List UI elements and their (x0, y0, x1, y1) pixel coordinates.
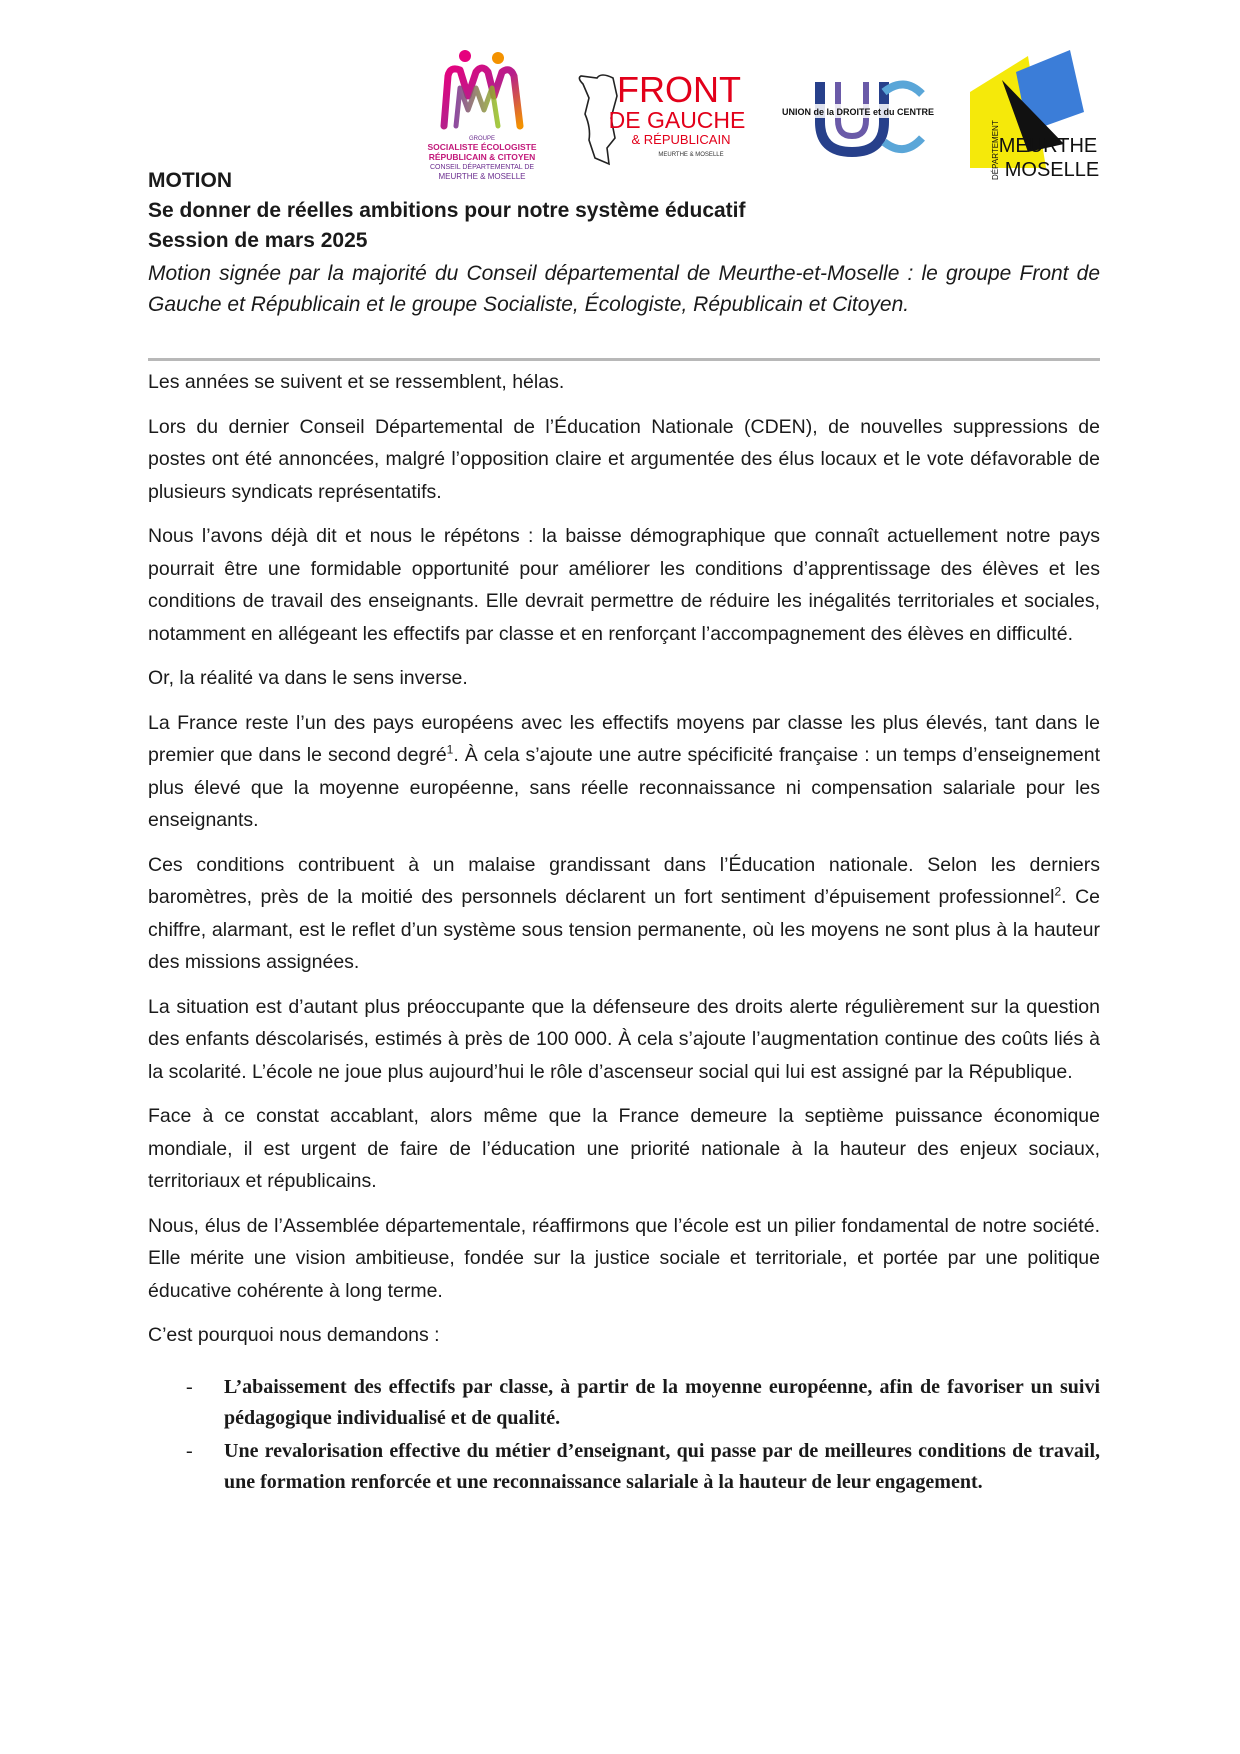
demand-text: Une revalorisation effective du métier d’enseignant, qui passe par de meilleures conditions de travail, une formation renforcée et une reconnaissance salariale à la hauteur de leur engagement. (224, 1439, 1100, 1493)
paragraph: Les années se suivent et se ressemblent, hélas. (148, 371, 565, 393)
fg-logo-line3: & RÉPUBLICAIN (631, 132, 731, 147)
paragraph-text: Ces conditions contribuent à un malaise grandissant dans l’Éducation nationale. Selon les derniers baromètres, près de la moitié des personnels déclarent un fort sentiment d’épuisement professionnel (148, 853, 1100, 908)
footnote-ref[interactable]: 1 (446, 742, 454, 757)
paragraph: Nous l’avons déjà dit et nous le répétons : la baisse démographique que connaît actuellement notre pays pourrait être une formidable opportunité pour améliorer les conditions d’apprentissage des élèves et les conditions de travail des enseignants. Elle devrait permettre de réduire les inégalités territoriales et sociales, notamment en allégeant les effectifs par classe et en renforçant l’accompagnement des élèves en difficulté. (148, 525, 1100, 645)
paragraph: Lors du dernier Conseil Départemental de l’Éducation Nationale (CDEN), de nouvelles suppressions de postes ont été annoncées, malgré l’opposition claire et argumentée des élus locaux et le vote défavorable de plusieurs syndicats représentatifs. (148, 415, 1100, 503)
socialist-logo-line: MEURTHE & MOSELLE (438, 172, 526, 181)
fg-logo-line4: MEURTHE & MOSELLE (658, 152, 724, 158)
fg-logo-line2: DE GAUCHE (608, 107, 746, 133)
departement-logo-line2: MOSELLE (1004, 159, 1100, 181)
udc-logo-text: UNION de la DROITE et du CENTRE (781, 107, 935, 117)
paragraph-text: . À cela s’ajoute une autre spécificité française : un temps d’enseignement plus élevé que la moyenne européenne, sans réelle reconnaissance ni compensation salariale pour les enseignants. (148, 744, 1100, 831)
paragraph: Nous, élus de l’Assemblée départementale, réaffirmons que l’école est un pilier fondamental de notre société. Elle mérite une vision ambitieuse, fondée sur la justice sociale et territoriale, et portée par une politique éducative cohérente à long terme. (148, 1214, 1100, 1302)
footnote-ref[interactable]: 2 (1054, 884, 1062, 899)
socialist-logo-line: CONSEIL DÉPARTEMENTAL DE (429, 164, 535, 171)
header-divider (148, 358, 1100, 361)
paragraph: C’est pourquoi nous demandons : (148, 1324, 440, 1346)
demands-list (148, 1372, 1100, 1498)
paragraph (148, 849, 1100, 979)
motion-header (148, 166, 1100, 320)
socialist-logo-caption: GROUPE (468, 136, 496, 142)
list-dash: - (186, 1439, 193, 1462)
front-de-gauche-logo (575, 68, 745, 168)
motion-title: Se donner de réelles ambitions pour notre système éducatif (148, 199, 746, 222)
list-item (148, 1436, 1100, 1498)
fg-logo-line1: FRONT (617, 69, 741, 110)
paragraph-text: . Ce chiffre, alarmant, est le reflet d’un système sous tension permanente, où les moyens ne sont plus à la hauteur des missions assignées. (148, 886, 1100, 973)
paragraph: La situation est d’autant plus préoccupante que la défenseure des droits alerte régulièrement sur la question des enfants déscolarisés, estimés à près de 100 000. À cela s’ajoute l’augmentation continue des coûts liés à la scolarité. L’école ne joue plus aujourd’hui le rôle d’ascenseur social qui lui est assigné par la République. (148, 995, 1100, 1083)
motion-session: Session de mars 2025 (148, 229, 368, 252)
motion-kind: MOTION (148, 169, 232, 192)
departement-logo-side: DÉPARTEMENT (991, 120, 1000, 180)
paragraph (148, 707, 1100, 837)
motion-body (148, 366, 1100, 1500)
list-item (148, 1372, 1100, 1434)
list-dash: - (186, 1375, 193, 1398)
paragraph: Or, la réalité va dans le sens inverse. (148, 667, 468, 689)
departement-logo-line1: MEURTHE (998, 135, 1098, 157)
demand-text: L’abaissement des effectifs par classe, à partir de la moyenne européenne, afin de favoriser un suivi pédagogique individualisé et de qualité. (224, 1375, 1100, 1429)
socialist-logo-line: SOCIALISTE ÉCOLOGISTE (427, 142, 537, 152)
paragraph-text: La France reste l’un des pays européens avec les effectifs moyens par classe les plus élevés, tant dans le premier que dans le second degré (148, 711, 1100, 766)
socialist-logo-line: RÉPUBLICAIN & CITOYEN (428, 152, 536, 162)
paragraph: Face à ce constat accablant, alors même que la France demeure la septième puissance économique mondiale, il est urgent de faire de l’éducation une priorité nationale à la hauteur des enjeux sociaux, territoriaux et républicains. (148, 1105, 1100, 1192)
udc-logo (772, 74, 942, 164)
motion-signatories: Motion signée par la majorité du Conseil départemental de Meurthe-et-Moselle : le groupe Front de Gauche et Républicain et le groupe Socialiste, Écologiste, Républicain et Citoyen. (148, 262, 1100, 316)
